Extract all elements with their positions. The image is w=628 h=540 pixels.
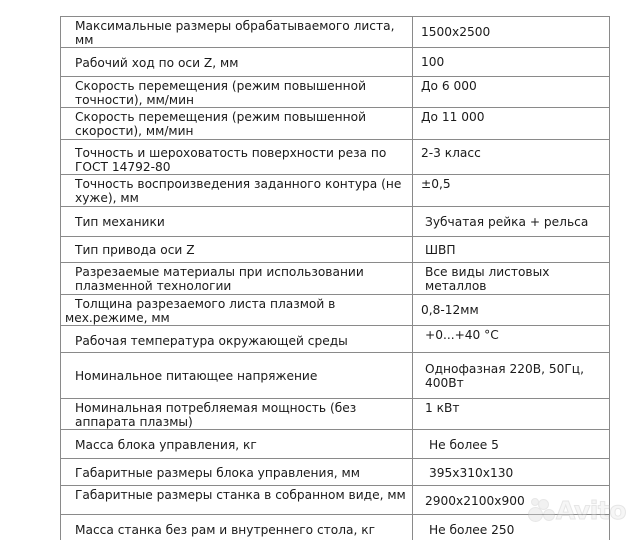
table-row xyxy=(61,207,610,237)
param-cell: Габаритные размеры станка в собранном виде, мм xyxy=(61,486,413,515)
specifications-table xyxy=(60,16,610,540)
value-cell: ±0,5 xyxy=(413,175,610,207)
param-text: Толщина разрезаемого листа плазмой в мех.режиме, мм xyxy=(65,297,336,325)
value-cell: Не более 250 xyxy=(413,515,610,540)
param-cell: Разрезаемые материалы при использовании плазменной технологии xyxy=(61,263,413,295)
table-row xyxy=(61,459,610,486)
table-row xyxy=(61,515,610,540)
param-cell: Рабочий ход по оси Z, мм xyxy=(61,48,413,77)
param-cell: Габаритные размеры блока управления, мм xyxy=(61,459,413,486)
table-row xyxy=(61,295,610,326)
value-cell: 1500x2500 xyxy=(413,17,610,48)
value-cell: До 6 000 xyxy=(413,77,610,108)
table-row xyxy=(61,326,610,353)
value-cell: До 11 000 xyxy=(413,108,610,140)
table-row xyxy=(61,237,610,263)
table-row xyxy=(61,48,610,77)
param-cell: Тип привода оси Z xyxy=(61,237,413,263)
table-row xyxy=(61,140,610,175)
param-cell: Точность и шероховатость поверхности реза по ГОСТ 14792-80 xyxy=(61,140,413,175)
param-cell xyxy=(61,295,413,326)
value-cell: 2900x2100x900 xyxy=(413,486,610,515)
value-cell: Не более 5 xyxy=(413,430,610,459)
param-cell: Тип механики xyxy=(61,207,413,237)
value-cell: Зубчатая рейка + рельса xyxy=(413,207,610,237)
param-cell: Масса станка без рам и внутреннего стола, кг xyxy=(61,515,413,540)
value-cell: 0,8-12мм xyxy=(413,295,610,326)
value-cell: 2-3 класс xyxy=(413,140,610,175)
table-row xyxy=(61,77,610,108)
table-row xyxy=(61,17,610,48)
value-cell: 1 кВт xyxy=(413,399,610,430)
table-row xyxy=(61,353,610,399)
param-cell: Скорость перемещения (режим повышенной скорости), мм/мин xyxy=(61,108,413,140)
value-cell: Однофазная 220В, 50Гц, 400Вт xyxy=(413,353,610,399)
avito-watermark-text: Avito xyxy=(556,495,626,525)
param-cell: Номинальное питающее напряжение xyxy=(61,353,413,399)
param-cell: Скорость перемещения (режим повышенной точности), мм/мин xyxy=(61,77,413,108)
param-cell: Максимальные размеры обрабатываемого листа, мм xyxy=(61,17,413,48)
param-cell: Номинальная потребляемая мощность (без аппарата плазмы) xyxy=(61,399,413,430)
param-cell: Рабочая температура окружающей среды xyxy=(61,326,413,353)
value-cell: ШВП xyxy=(413,237,610,263)
table-row xyxy=(61,108,610,140)
table-row xyxy=(61,430,610,459)
param-cell: Точность воспроизведения заданного контура (не хуже), мм xyxy=(61,175,413,207)
value-cell: 395x310x130 xyxy=(413,459,610,486)
table-row xyxy=(61,486,610,515)
value-cell: 100 xyxy=(413,48,610,77)
table-row xyxy=(61,263,610,295)
table-row xyxy=(61,399,610,430)
value-cell: Все виды листовых металлов xyxy=(413,263,610,295)
table-row xyxy=(61,175,610,207)
value-cell: +0...+40 °С xyxy=(413,326,610,353)
param-cell: Масса блока управления, кг xyxy=(61,430,413,459)
